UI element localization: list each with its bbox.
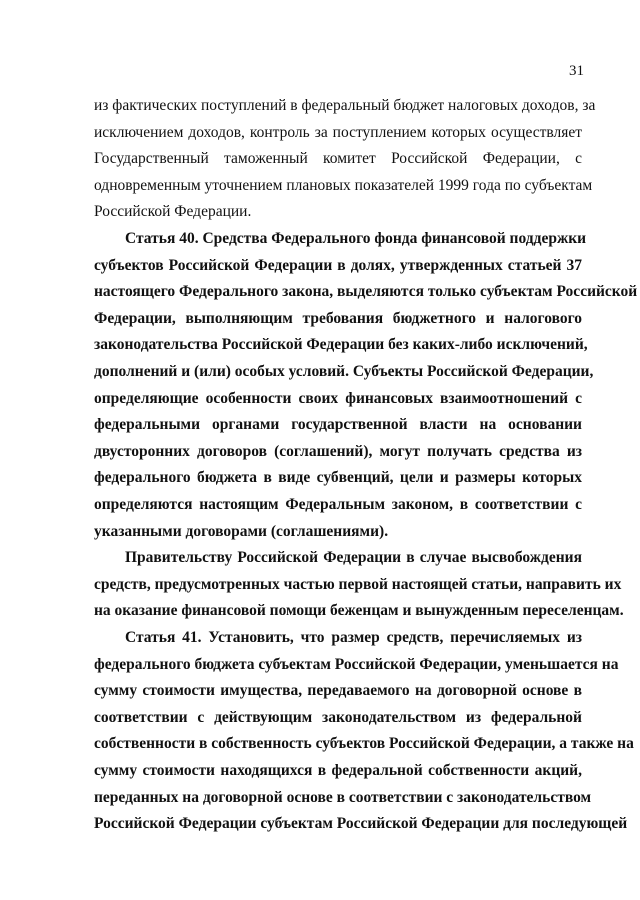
line-text: федерального бюджета субъектам Российской Федерации, уменьшается на: [94, 656, 619, 673]
text-line: [125, 628, 582, 648]
page-number: 31: [569, 63, 584, 79]
text-line: [125, 548, 582, 568]
line-text: переданных на договорной основе в соответствии с законодательством: [94, 789, 592, 806]
line-text: сумму стоимости находящихся в федеральной собственности акций,: [94, 762, 582, 779]
text-line: [94, 149, 582, 169]
text-line: [94, 415, 582, 435]
line-text: субъектов Российской Федерации в долях, утвержденных статьей 37: [94, 257, 582, 274]
line-text: настоящего Федерального закона, выделяются только субъектам Российской: [94, 283, 638, 300]
text-line: [125, 229, 587, 249]
line-text: дополнений и (или) особых условий. Субъекты Российской Федерации,: [94, 363, 594, 380]
text-line: [94, 335, 588, 355]
text-line: [94, 655, 619, 675]
text-line: [94, 362, 594, 382]
text-line: [94, 256, 582, 276]
text-line: [94, 282, 638, 302]
line-text: средств, предусмотренных частью первой настоящей статьи, направить их: [94, 576, 622, 593]
text-line: [94, 734, 634, 754]
line-text: соответствии с действующим законодательством из федеральной: [94, 709, 582, 726]
line-text: двусторонних договоров (соглашений), могут получать средства из: [94, 443, 582, 460]
line-text: из фактических поступлений в федеральный бюджет налоговых доходов, за: [94, 97, 596, 114]
text-line: [94, 123, 582, 143]
line-text: одновременным уточнением плановых показателей 1999 года по субъектам: [94, 177, 593, 194]
line-text: на оказание финансовой помощи беженцам и вынужденным переселенцам.: [94, 602, 624, 619]
line-text: Правительству Российской Федерации в случае высвобождения: [125, 549, 582, 566]
line-text: определяющие особенности своих финансовых взаимоотношений с: [94, 390, 582, 407]
text-line: [94, 309, 582, 329]
line-text: федерального бюджета в виде субвенций, цели и размеры которых: [94, 469, 582, 486]
text-line: [94, 96, 596, 116]
line-text: Средства Федерального фонда финансовой поддержки: [198, 230, 587, 247]
line-text: указанными договорами (соглашениями).: [94, 523, 389, 540]
line-text: Государственный таможенный комитет Российской Федерации, с: [94, 150, 582, 167]
text-line: [94, 814, 628, 834]
line-text: сумму стоимости имущества, передаваемого на договорной основе в: [94, 682, 582, 699]
text-line: [94, 788, 592, 808]
text-line: [94, 708, 582, 728]
line-text: Российской Федерации.: [94, 203, 252, 220]
text-line: [94, 176, 593, 196]
line-text: Федерации, выполняющим требования бюджетного и налогового: [94, 310, 582, 327]
text-line: [94, 761, 582, 781]
line-text: Установить, что размер средств, перечисляемых из: [201, 629, 582, 646]
line-text: собственности в собственность субъектов Российской Федерации, а также на: [94, 735, 634, 752]
line-text: исключением доходов, контроль за поступлением которых осуществляет: [94, 124, 582, 141]
line-text: Российской Федерации субъектам Российской Федерации для последующей: [94, 815, 628, 832]
article-heading: Статья 41.: [125, 629, 202, 646]
text-line: [94, 681, 582, 701]
article-heading: Статья 40.: [125, 230, 199, 247]
text-line: [94, 495, 582, 515]
text-line: [94, 522, 582, 542]
line-text: определяются настоящим Федеральным законом, в соответствии с: [94, 496, 582, 513]
text-line: [94, 442, 582, 462]
line-text: законодательства Российской Федерации без каких-либо исключений,: [94, 336, 588, 353]
text-line: [94, 601, 624, 621]
text-line: [94, 389, 582, 409]
text-line: [94, 575, 622, 595]
text-line: [94, 202, 582, 222]
line-text: федеральными органами государственной власти на основании: [94, 416, 582, 433]
text-line: [94, 468, 582, 488]
